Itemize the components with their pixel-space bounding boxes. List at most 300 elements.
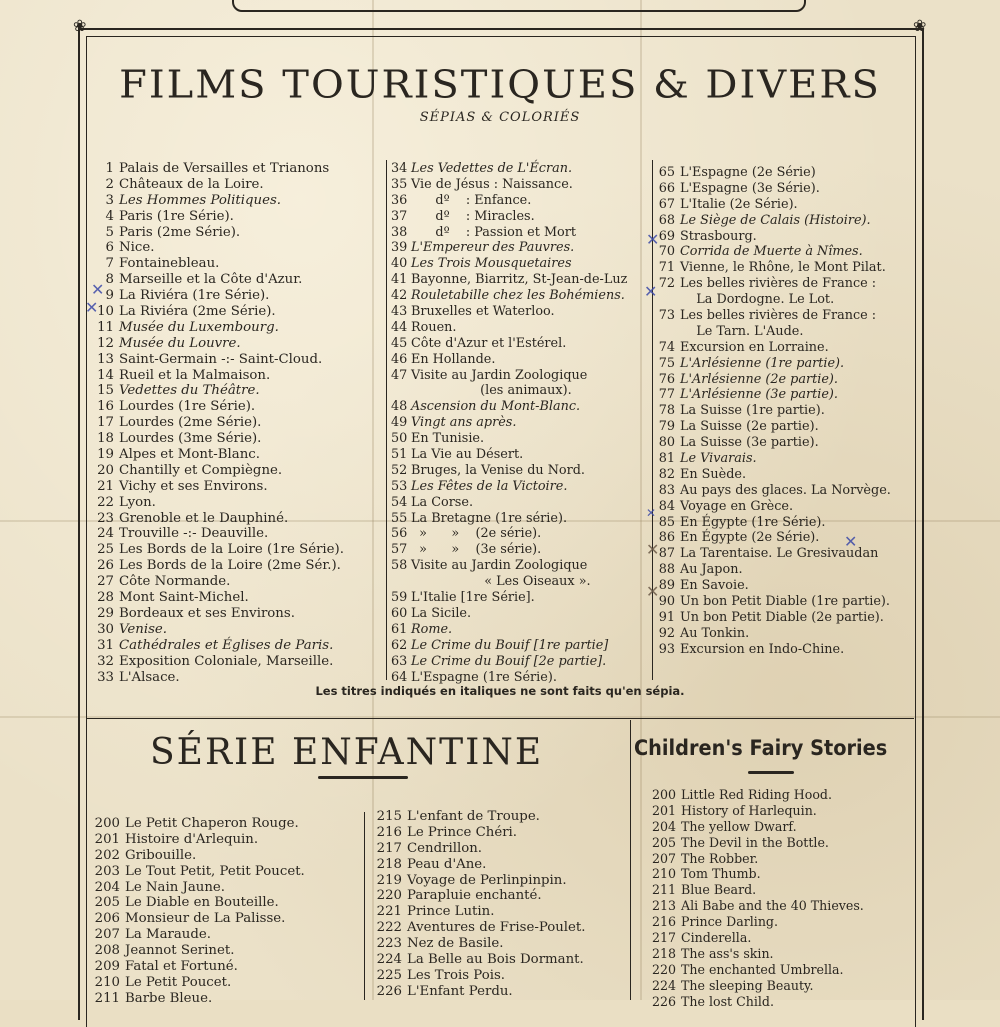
item-number: 15 <box>97 383 114 399</box>
item-title: dº : Miracles. <box>411 208 535 224</box>
item-number: 205 <box>651 834 676 850</box>
item-number: 57 <box>391 542 408 558</box>
list-item <box>658 482 891 498</box>
enfantine-column-1 <box>92 816 305 1007</box>
item-title: L'enfant de Troupe. <box>407 809 540 824</box>
item-title: Le Nain Jaune. <box>125 879 226 895</box>
ink-check-mark-icon: ✕ <box>646 230 660 249</box>
item-number: 1 <box>105 161 114 176</box>
list-item <box>391 256 627 272</box>
item-title: Lourdes (1re Série). <box>119 399 256 415</box>
item-number: 63 <box>391 653 408 669</box>
list-item <box>650 866 864 882</box>
list-item <box>391 670 627 686</box>
list-item <box>96 240 344 256</box>
italic-note: Les titres indiqués en italiques ne sont faits qu'en sépia. <box>315 684 685 698</box>
list-item <box>658 386 891 402</box>
list-item <box>96 463 344 479</box>
list-item <box>391 526 627 542</box>
item-number: 19 <box>97 447 114 463</box>
item-title: L'Italie (2e Série). <box>680 196 798 212</box>
item-number: 223 <box>376 936 402 952</box>
item-title: Musée du Louvre. <box>119 335 241 351</box>
list-item <box>650 914 864 930</box>
list-item <box>391 622 627 638</box>
item-number: 36 <box>391 192 408 208</box>
list-item <box>391 352 627 368</box>
item-number: 30 <box>97 621 114 637</box>
item-number: 20 <box>97 462 114 478</box>
item-number: 90 <box>658 594 675 610</box>
item-number: 41 <box>391 272 408 288</box>
item-number: 51 <box>391 447 408 463</box>
item-number: 44 <box>391 319 408 335</box>
list-item <box>658 625 891 641</box>
item-number: 23 <box>97 510 114 526</box>
item-title: Excursion en Indo-Chine. <box>680 641 845 657</box>
list-item <box>96 399 344 415</box>
item-title: Prince Lutin. <box>407 904 495 920</box>
list-item <box>650 898 864 914</box>
item-number: 79 <box>658 419 675 435</box>
list-item <box>374 857 586 873</box>
item-number: 83 <box>658 482 675 498</box>
list-item <box>92 943 305 959</box>
list-item <box>374 968 586 984</box>
item-title: Peau d'Ane. <box>407 856 487 872</box>
item-number: 42 <box>391 288 408 304</box>
list-item <box>658 323 891 339</box>
item-title: Visite au Jardin Zoologique <box>411 367 588 383</box>
list-item <box>96 670 344 686</box>
item-number: 210 <box>94 974 120 990</box>
list-item <box>391 415 627 431</box>
list-item <box>96 495 344 511</box>
item-title: Lyon. <box>119 494 156 510</box>
section-divider <box>86 718 914 719</box>
item-number: 85 <box>658 514 675 530</box>
children-column <box>650 787 864 1009</box>
list-item <box>96 193 344 209</box>
item-number: 88 <box>658 562 675 578</box>
item-title: Rouen. <box>411 319 457 335</box>
item-title: En Tunisie. <box>411 431 485 447</box>
item-number: 226 <box>376 983 402 999</box>
item-title: dº : Passion et Mort <box>411 224 577 240</box>
item-number: 200 <box>94 816 120 831</box>
item-number: 37 <box>391 208 408 224</box>
list-item <box>658 275 891 291</box>
item-title: Bruges, la Venise du Nord. <box>411 462 585 478</box>
item-title: Le Prince Chéri. <box>407 824 518 840</box>
item-number: 69 <box>658 228 675 244</box>
item-title: History of Harlequin. <box>681 802 817 818</box>
item-title: Le Crime du Bouif [2e partie]. <box>411 653 607 669</box>
films-column-2 <box>391 161 627 685</box>
item-number: 220 <box>651 961 676 977</box>
list-item <box>374 825 586 841</box>
list-item <box>658 212 891 228</box>
list-item <box>658 371 891 387</box>
ink-check-mark-icon: ✕ <box>844 532 858 551</box>
list-item <box>658 355 891 371</box>
item-title: En Égypte (2e Série). <box>680 530 820 546</box>
list-item <box>391 225 627 241</box>
list-item <box>374 984 586 1000</box>
item-number: 28 <box>97 590 114 606</box>
list-item <box>650 994 864 1010</box>
item-number: 14 <box>97 367 114 383</box>
item-number: 71 <box>658 260 675 276</box>
item-title: Exposition Coloniale, Marseille. <box>119 653 334 669</box>
list-item <box>391 511 627 527</box>
item-number: 47 <box>391 367 408 383</box>
list-item <box>391 558 627 574</box>
pencil-mark-icon: ✕ <box>646 582 660 601</box>
list-item <box>658 402 891 418</box>
list-item <box>391 479 627 495</box>
item-number: 5 <box>105 224 114 240</box>
header-cartouche <box>232 0 806 12</box>
item-number: 93 <box>658 641 675 657</box>
item-number: 10 <box>97 304 114 320</box>
item-title: Le Diable en Bouteille. <box>125 895 279 911</box>
item-number: 73 <box>658 308 675 324</box>
item-number: 201 <box>651 802 676 818</box>
item-number: 215 <box>376 809 402 824</box>
item-number: 211 <box>651 882 676 898</box>
list-item <box>96 225 344 241</box>
list-item <box>650 978 864 994</box>
list-item <box>96 177 344 193</box>
item-number: 224 <box>651 977 676 993</box>
item-title: En Suède. <box>680 466 747 482</box>
list-item <box>92 848 305 864</box>
list-item <box>658 243 891 259</box>
list-item <box>658 450 891 466</box>
item-number: 46 <box>391 351 408 367</box>
list-item <box>391 638 627 654</box>
item-title: Vedettes du Théâtre. <box>119 383 260 399</box>
list-item <box>658 291 891 307</box>
item-title: La Vie au Désert. <box>411 447 524 463</box>
item-title: En Hollande. <box>411 351 496 367</box>
item-title: Les Bords de la Loire (1re Série). <box>119 542 344 558</box>
item-title: Blue Beard. <box>681 882 757 898</box>
item-number: 16 <box>97 399 114 415</box>
item-number: 82 <box>658 466 675 482</box>
list-item <box>658 514 891 530</box>
item-number: 58 <box>391 558 408 574</box>
item-number: 7 <box>105 256 114 272</box>
item-number: 208 <box>94 943 120 959</box>
item-title: Nice. <box>119 240 155 256</box>
list-item <box>658 577 891 593</box>
list-item <box>658 641 891 657</box>
item-number: 6 <box>105 240 114 256</box>
item-number: 226 <box>651 993 676 1009</box>
item-number: 38 <box>391 224 408 240</box>
item-title: Côte Normande. <box>119 574 231 590</box>
list-item <box>96 479 344 495</box>
item-number: 53 <box>391 478 408 494</box>
item-title: Musée du Luxembourg. <box>119 319 279 335</box>
item-number: 61 <box>391 621 408 637</box>
item-title: Bordeaux et ses Environs. <box>119 605 295 621</box>
list-item <box>374 904 586 920</box>
item-title: Strasbourg. <box>680 228 757 244</box>
list-item <box>650 882 864 898</box>
item-number: 50 <box>391 431 408 447</box>
list-item <box>650 819 864 835</box>
item-title: Les Vedettes de L'Écran. <box>411 161 573 176</box>
item-title: En Égypte (1re Série). <box>680 514 826 530</box>
item-title: Paris (1re Série). <box>119 208 234 224</box>
item-title: The Robber. <box>681 850 759 866</box>
item-title: dº : Enfance. <box>411 192 532 208</box>
list-item <box>391 495 627 511</box>
list-item <box>391 209 627 225</box>
list-item <box>96 336 344 352</box>
item-title: L'Espagne (3e Série). <box>680 180 820 196</box>
list-item <box>96 654 344 670</box>
item-title: La Suisse (2e partie). <box>680 419 819 435</box>
item-number: 18 <box>97 431 114 447</box>
item-title: En Savoie. <box>680 578 749 594</box>
list-item <box>391 431 627 447</box>
item-title: Cendrillon. <box>407 840 483 856</box>
item-title: Le Crime du Bouif [1re partie] <box>411 637 609 653</box>
list-item <box>658 228 891 244</box>
item-title: Saint-Germain -:- Saint-Cloud. <box>119 351 323 367</box>
item-number: 86 <box>658 530 675 546</box>
item-number: 17 <box>97 415 114 431</box>
item-title: Ascension du Mont-Blanc. <box>411 399 581 415</box>
corner-ornament-icon: ❀ <box>73 16 87 35</box>
item-title: Monsieur de La Palisse. <box>125 911 286 927</box>
item-title: Trouville -:- Deauville. <box>119 526 269 542</box>
item-number: 29 <box>97 605 114 621</box>
item-title: Barbe Bleue. <box>125 990 213 1006</box>
item-title: Venise. <box>119 621 167 637</box>
item-number: 207 <box>651 850 676 866</box>
item-title: La Maraude. <box>125 927 211 943</box>
list-item <box>96 383 344 399</box>
item-number: 216 <box>376 824 402 840</box>
list-item <box>96 368 344 384</box>
list-item <box>374 920 586 936</box>
list-item <box>650 835 864 851</box>
item-title: Le Tout Petit, Petit Poucet. <box>125 863 305 879</box>
item-title: Un bon Petit Diable (1re partie). <box>680 594 890 610</box>
item-title: Vichy et ses Environs. <box>119 478 268 494</box>
item-title: La Corse. <box>411 494 474 510</box>
list-item <box>92 880 305 896</box>
item-number: 49 <box>391 415 408 431</box>
item-title: Tom Thumb. <box>681 866 761 882</box>
item-title: Le Petit Poucet. <box>125 974 232 990</box>
list-item <box>391 272 627 288</box>
list-item <box>658 609 891 625</box>
ink-check-mark-icon: ✕ <box>91 280 105 299</box>
item-number: 67 <box>658 196 675 212</box>
list-item <box>92 832 305 848</box>
item-title: La Riviéra (2me Série). <box>119 304 276 320</box>
item-title: Chantilly et Compiègne. <box>119 462 283 478</box>
section-divider <box>630 720 631 1000</box>
item-number: 77 <box>658 387 675 403</box>
item-number: 221 <box>376 904 402 920</box>
item-title: Paris (2me Série). <box>119 224 241 240</box>
films-column-3 <box>658 164 891 657</box>
list-item <box>391 447 627 463</box>
list-item <box>391 606 627 622</box>
list-item <box>658 339 891 355</box>
list-item <box>391 399 627 415</box>
list-item <box>391 542 627 558</box>
item-number: 56 <box>391 526 408 542</box>
item-title: La Riviéra (1re Série). <box>119 288 270 304</box>
item-title: La Belle au Bois Dormant. <box>407 952 584 968</box>
list-item <box>96 431 344 447</box>
item-title: Vienne, le Rhône, le Mont Pilat. <box>680 260 886 276</box>
item-title: Au Tonkin. <box>680 625 750 641</box>
list-item <box>96 288 344 304</box>
item-number: 89 <box>658 578 675 594</box>
list-item <box>391 383 627 399</box>
item-title: Un bon Petit Diable (2e partie). <box>680 609 884 625</box>
item-title: Châteaux de la Loire. <box>119 176 264 192</box>
ink-check-mark-icon: ✕ <box>644 282 658 301</box>
item-title: La Bretagne (1re série). <box>411 510 568 526</box>
children-title: Children's Fairy Stories <box>634 736 888 760</box>
item-number: 66 <box>658 180 675 196</box>
item-number: 213 <box>651 898 676 914</box>
item-title: The yellow Dwarf. <box>681 818 797 834</box>
item-title: Fatal et Fortuné. <box>125 959 238 975</box>
list-item <box>92 975 305 991</box>
item-number: 65 <box>658 165 675 180</box>
list-item <box>391 336 627 352</box>
list-item <box>96 415 344 431</box>
list-item <box>658 498 891 514</box>
item-title: Bayonne, Biarritz, St-Jean-de-Luz <box>411 272 628 288</box>
item-title: Lourdes (3me Série). <box>119 431 262 447</box>
films-column-1 <box>96 161 344 685</box>
item-title: Excursion en Lorraine. <box>680 339 829 355</box>
item-title: Palais de Versailles et Trianons <box>119 161 330 176</box>
list-item <box>92 911 305 927</box>
item-title: Ali Babe and the 40 Thieves. <box>681 898 864 914</box>
item-title: Les Trois Mousquetaires <box>411 256 572 272</box>
item-number: 33 <box>97 669 114 685</box>
item-number: 26 <box>97 558 114 574</box>
item-title: L'Arlésienne (1re partie). <box>680 355 845 371</box>
item-number: 4 <box>105 208 114 224</box>
list-item <box>658 561 891 577</box>
item-title: The Devil in the Bottle. <box>681 834 829 850</box>
list-item <box>96 447 344 463</box>
item-title: L'Arlésienne (2e partie). <box>680 371 838 387</box>
title-ornament <box>318 776 408 779</box>
item-number: 43 <box>391 304 408 320</box>
list-item <box>96 256 344 272</box>
list-item <box>96 606 344 622</box>
item-number: 87 <box>658 546 675 562</box>
item-title: » » (3e série). <box>411 542 542 558</box>
item-title: Le Tarn. L'Aude. <box>680 323 804 339</box>
item-title: Corrida de Muerte à Nîmes. <box>680 244 863 260</box>
item-title: » » (2e série). <box>411 526 542 542</box>
item-title: The ass's skin. <box>681 945 774 961</box>
item-title: Gribouille. <box>125 847 197 863</box>
item-title: The lost Child. <box>681 993 774 1009</box>
item-number: 25 <box>97 542 114 558</box>
item-number: 80 <box>658 435 675 451</box>
list-item <box>96 638 344 654</box>
list-item <box>96 272 344 288</box>
item-title: Aventures de Frise-Poulet. <box>407 920 586 936</box>
item-number: 74 <box>658 339 675 355</box>
item-title: Nez de Basile. <box>407 936 504 952</box>
item-number: 75 <box>658 355 675 371</box>
list-item <box>92 816 305 832</box>
item-number: 81 <box>658 451 675 467</box>
list-item <box>391 161 627 177</box>
list-item <box>96 526 344 542</box>
item-title: (les animaux). <box>411 383 572 399</box>
item-title: Little Red Riding Hood. <box>681 787 832 802</box>
list-item <box>96 161 344 177</box>
ink-check-mark-icon: ✕ <box>646 506 657 520</box>
list-item <box>658 164 891 180</box>
item-number: 2 <box>105 176 114 192</box>
list-item <box>650 962 864 978</box>
item-title: Grenoble et le Dauphiné. <box>119 510 289 526</box>
item-title: The sleeping Beauty. <box>681 977 814 993</box>
item-title: La Sicile. <box>411 605 472 621</box>
item-number: 222 <box>376 920 402 936</box>
item-title: Le Vivarais. <box>680 451 757 467</box>
item-title: Mont Saint-Michel. <box>119 590 249 606</box>
item-title: La Suisse (1re partie). <box>680 403 825 419</box>
item-title: Marseille et la Côte d'Azur. <box>119 272 303 288</box>
item-number: 217 <box>651 930 676 946</box>
column-divider <box>386 160 387 680</box>
item-title: Au pays des glaces. La Norvège. <box>680 482 891 498</box>
list-item <box>374 952 586 968</box>
item-number: 48 <box>391 399 408 415</box>
item-number: 216 <box>651 914 676 930</box>
list-item <box>650 930 864 946</box>
list-item <box>391 654 627 670</box>
list-item <box>658 418 891 434</box>
item-number: 40 <box>391 256 408 272</box>
item-number: 219 <box>376 872 402 888</box>
enfantine-column-2 <box>374 809 586 1000</box>
list-item <box>374 873 586 889</box>
item-title: L'Espagne (1re Série). <box>411 669 557 685</box>
list-item <box>96 622 344 638</box>
item-title: Côte d'Azur et l'Estérel. <box>411 335 567 351</box>
list-item <box>658 466 891 482</box>
item-title: Les Bords de la Loire (2me Sér.). <box>119 558 341 574</box>
list-item <box>391 304 627 320</box>
item-title: The enchanted Umbrella. <box>681 961 844 977</box>
item-number: 205 <box>94 895 120 911</box>
enfantine-title: SÉRIE ENFANTINE <box>150 732 544 773</box>
item-number: 54 <box>391 494 408 510</box>
